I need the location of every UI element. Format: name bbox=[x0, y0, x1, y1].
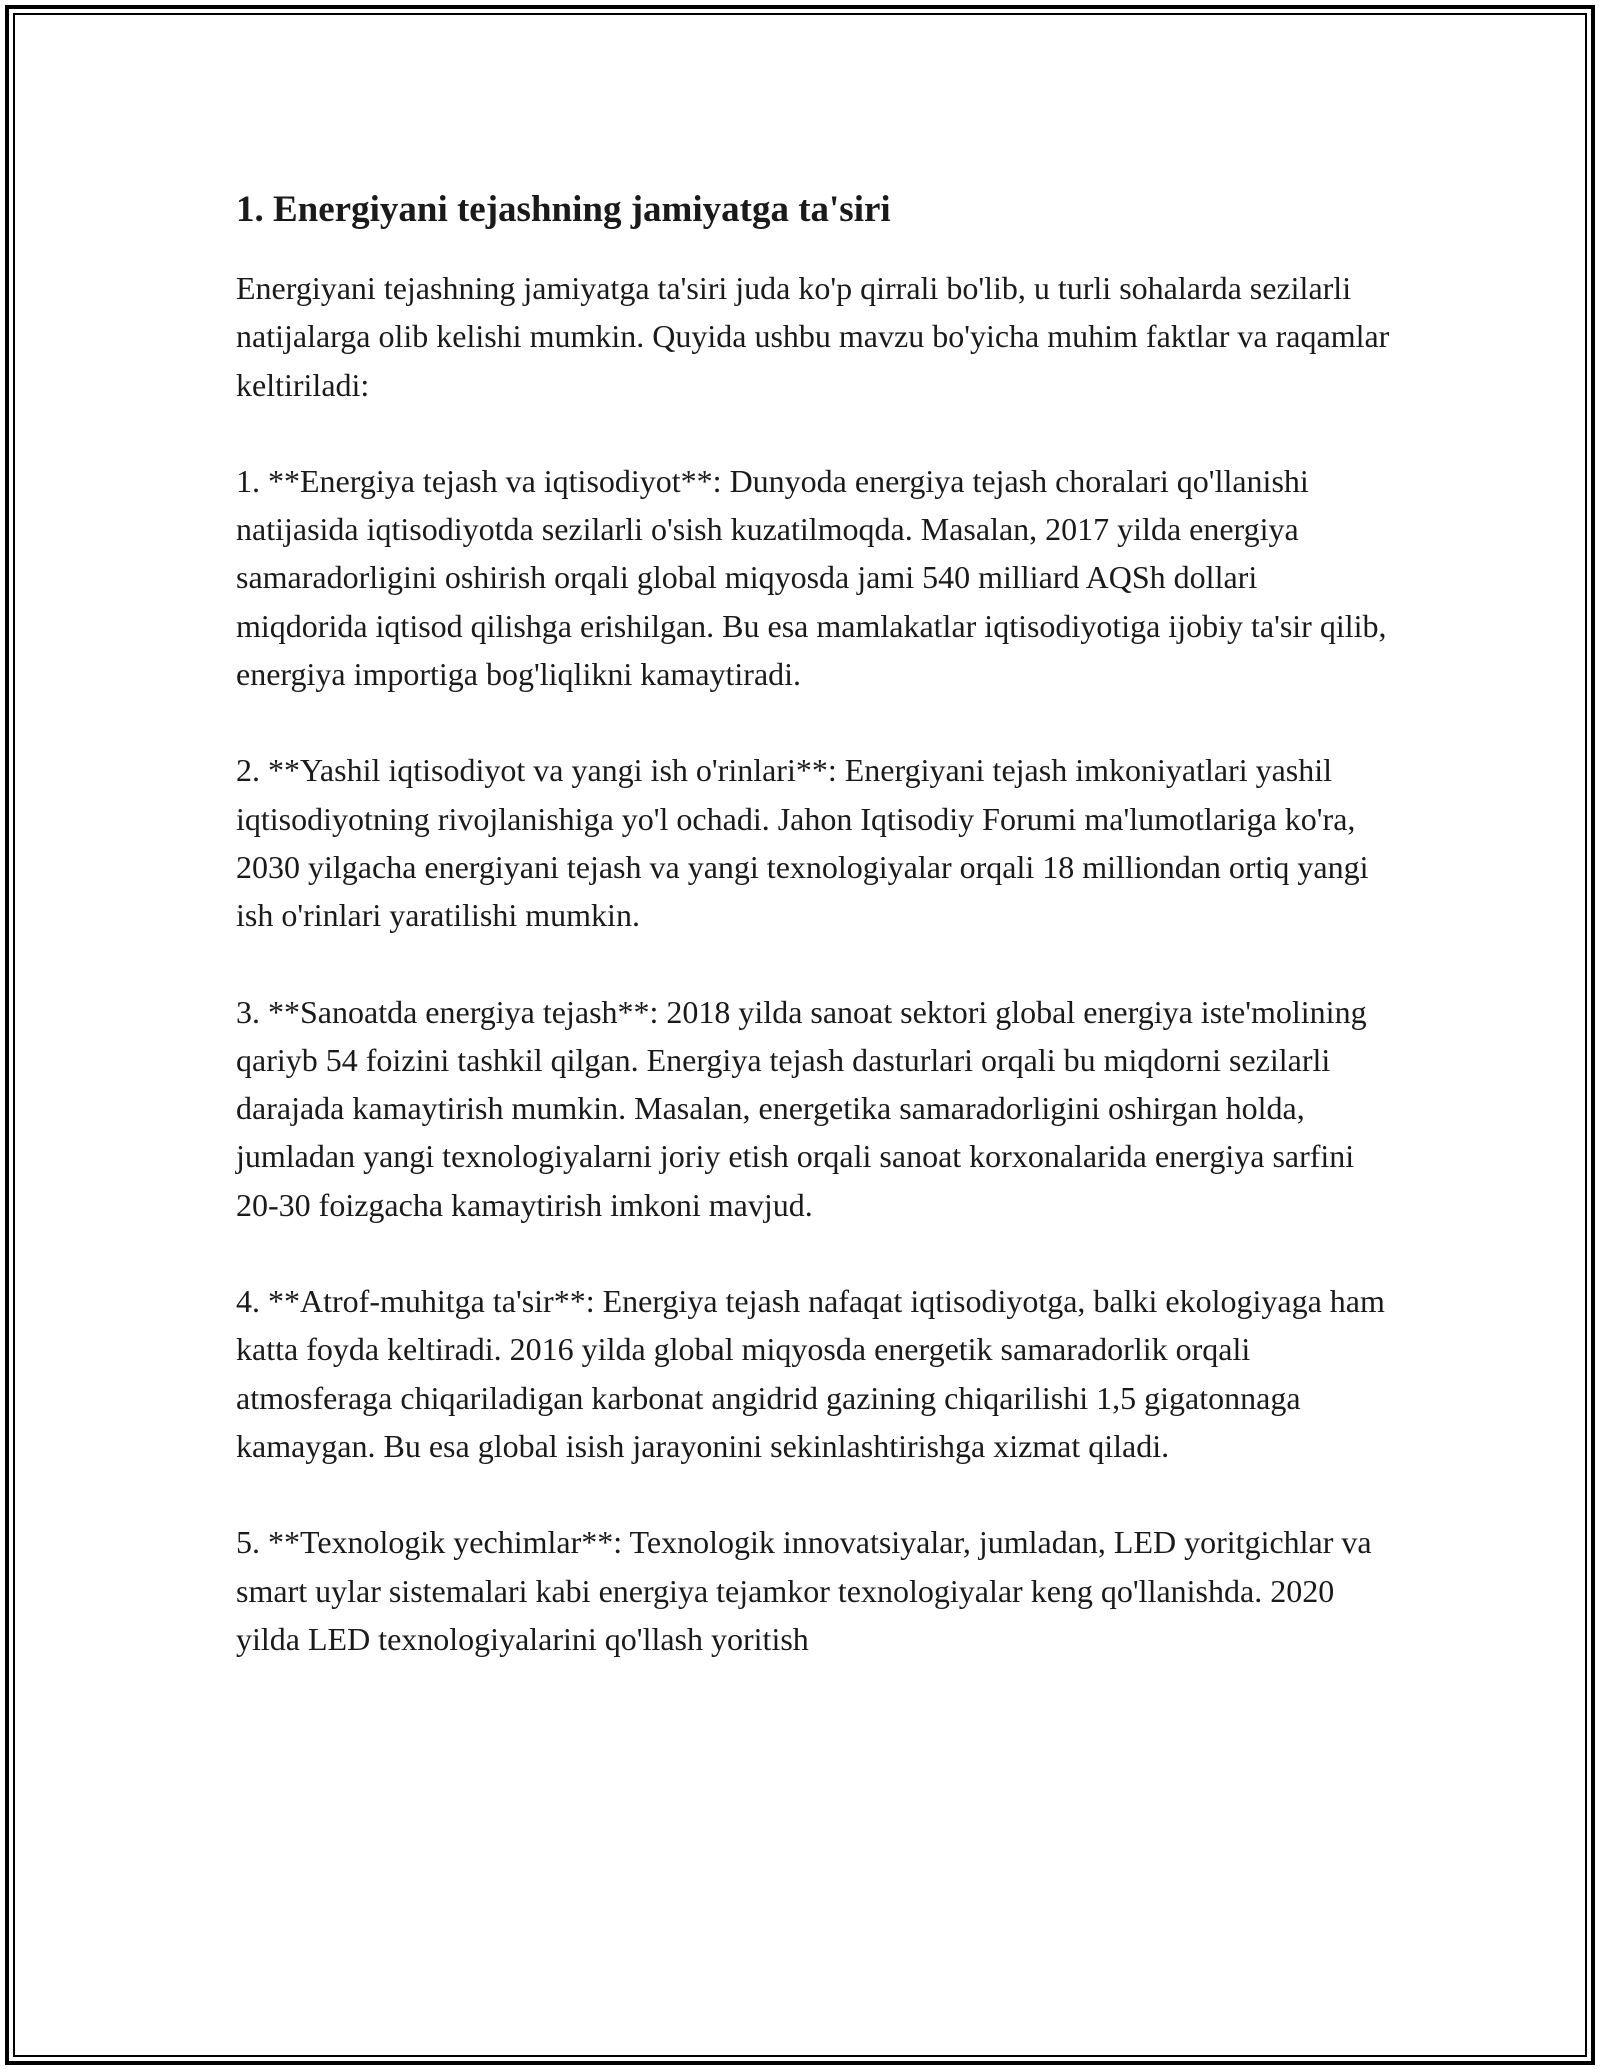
paragraph-energy-economy: 1. **Energiya tejash va iqtisodiyot**: Dunyoda energiya tejash choralari qo'llanishi natijasida iqtisodiyotda sezilarli o'sish kuzatilmoqda. Masalan, 2017 yilda energiya samaradorligini oshirish orqali global miqyosda jami 540 milliard AQSh dollari miqdorida iqtisod qilishga erishilgan. Bu esa mamlakatlar iqtisodiyotiga ijobiy ta'sir qilib, energiya importiga bog'liqlikni kamaytiradi. bbox=[236, 462, 1387, 693]
paragraph-green-economy: 2. **Yashil iqtisodiyot va yangi ish o'rinlari**: Energiyani tejash imkoniyatlari yashil iqtisodiyotning rivojlanishiga yo'l ochadi. Jahon Iqtisodiy Forumi ma'lumotlariga ko'ra, 2030 yilgacha energiyani tejash va yangi texnologiyalar orqali 18 milliondan ortiq yangi ish o'rinlari yaratilishi mumkin. bbox=[236, 752, 1369, 934]
paragraph-industry: 3. **Sanoatda energiya tejash**: 2018 yilda sanoat sektori global energiya iste'molining qariyb 54 foizini tashkil qilgan. Energiya tejash dasturlari orqali bu miqdorni sezilarli darajada kamaytirish mumkin. Masalan, energetika samaradorligini oshirgan holda, jumladan yangi texnologiyalarni joriy etish orqali sanoat korxonalarida energiya sarfini 20-30 foizgacha kamaytirish imkoni mavjud. bbox=[236, 993, 1367, 1223]
document-title: 1. Energiyani tejashning jamiyatga ta'siri bbox=[236, 189, 891, 230]
document-body bbox=[236, 186, 1396, 1711]
paragraph-environment: 4. **Atrof-muhitga ta'sir**: Energiya tejash nafaqat iqtisodiyotga, balki ekologiyaga ham katta foyda keltiradi. 2016 yilda global miqyosda energetik samaradorlik orqali atmosferaga chiqariladigan karbonat angidrid gazining chiqarilishi 1,5 gigatonnaga kamaygan. Bu esa global isish jarayonini sekinlashtirishga xizmat qiladi. bbox=[236, 1283, 1385, 1464]
paragraph-technology: 5. **Texnologik yechimlar**: Texnologik innovatsiyalar, jumladan, LED yoritgichlar va smart uylar sistemalari kabi energiya tejamkor texnologiyalar keng qo'llanishda. 2020 yilda LED texnologiyalarini qo'llash yoritish bbox=[236, 1524, 1372, 1657]
intro-paragraph: Energiyani tejashning jamiyatga ta'siri juda ko'p qirrali bo'lib, u turli sohalarda sezilarli natijalarga olib kelishi mumkin. Quyida ushbu mavzu bo'yicha muhim faktlar va raqamlar keltiriladi: bbox=[236, 270, 1390, 403]
